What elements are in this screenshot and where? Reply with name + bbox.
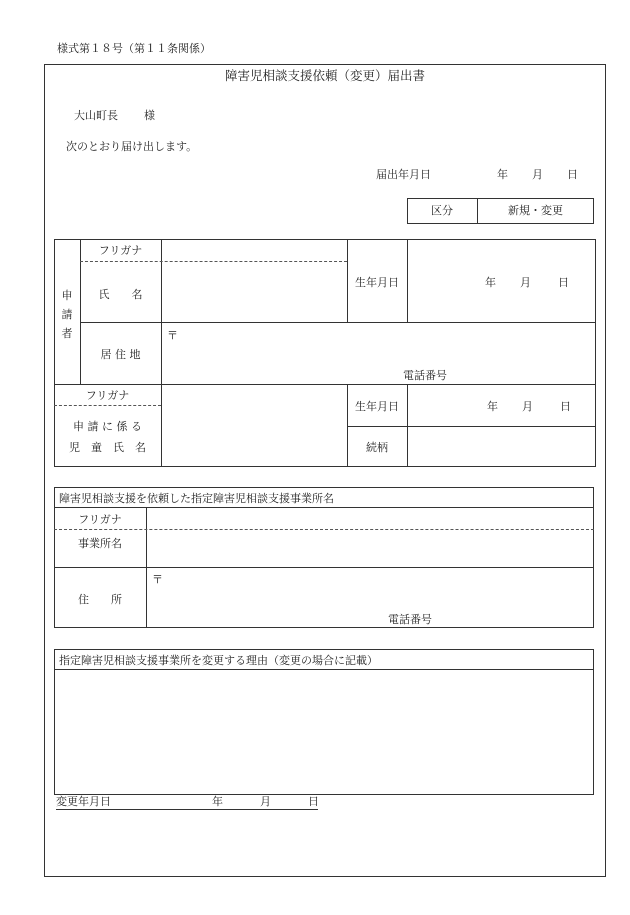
intro-text: 次のとおり届け出します。 bbox=[66, 140, 198, 153]
child-birth-year: 年 bbox=[487, 400, 498, 413]
provider-heading: 障害児相談支援を依頼した指定障害児相談支援事業所名 bbox=[59, 492, 334, 505]
submit-month-label: 月 bbox=[532, 168, 543, 181]
applicant-name-field[interactable] bbox=[163, 263, 346, 321]
addressee: 大山町長 bbox=[74, 109, 118, 122]
applicant-birth-month: 月 bbox=[520, 276, 531, 289]
provider-phone-label: 電話番号 bbox=[388, 613, 432, 626]
category-label: 区分 bbox=[431, 204, 453, 217]
applicant-address-field[interactable] bbox=[163, 324, 593, 382]
applicant-name-label: 氏 名 bbox=[98, 288, 143, 301]
change-date-underline bbox=[56, 809, 318, 810]
change-date-month: 月 bbox=[260, 795, 271, 808]
applicant-birth-year: 年 bbox=[485, 276, 496, 289]
provider-address-field[interactable] bbox=[148, 569, 592, 626]
applicant-address-label: 居 住 地 bbox=[100, 348, 141, 361]
child-birth-label: 生年月日 bbox=[355, 400, 399, 413]
form-number-label: 様式第１８号（第１１条関係） bbox=[57, 42, 211, 55]
applicant-furigana-label: フリガナ bbox=[98, 244, 143, 257]
provider-office-label: 事業所名 bbox=[78, 537, 122, 550]
change-date-year: 年 bbox=[212, 795, 223, 808]
submit-year-label: 年 bbox=[497, 168, 508, 181]
submit-date-label: 届出年月日 bbox=[376, 168, 431, 181]
child-name-label-2: 児 童 氏 名 bbox=[69, 441, 146, 454]
applicant-phone-label: 電話番号 bbox=[403, 369, 447, 382]
form-title: 障害児相談支援依頼（変更）届出書 bbox=[224, 68, 425, 83]
child-birth-day: 日 bbox=[560, 400, 571, 413]
change-date-day: 日 bbox=[308, 795, 319, 808]
submit-day-label: 日 bbox=[567, 168, 578, 181]
applicant-birth-day: 日 bbox=[558, 276, 569, 289]
child-birth-month: 月 bbox=[522, 400, 533, 413]
child-relation-label: 続柄 bbox=[366, 441, 388, 454]
change-date-label: 変更年月日 bbox=[56, 795, 111, 808]
applicant-side-label-2: 請 bbox=[61, 308, 73, 321]
applicant-side-label-1: 申 bbox=[61, 289, 73, 302]
child-name-field[interactable] bbox=[163, 386, 346, 466]
child-furigana-label: フリガナ bbox=[85, 389, 130, 402]
reason-field[interactable] bbox=[56, 672, 592, 793]
provider-office-field[interactable] bbox=[148, 509, 592, 565]
provider-postal-mark: 〒 bbox=[152, 573, 163, 586]
applicant-postal-mark: 〒 bbox=[167, 329, 178, 342]
applicant-furigana-field[interactable] bbox=[163, 241, 346, 260]
addressee-honorific: 様 bbox=[144, 109, 155, 122]
child-name-label-1: 申 請 に 係 る bbox=[73, 420, 142, 433]
child-relation-field[interactable] bbox=[409, 428, 594, 465]
provider-address-label: 住 所 bbox=[78, 593, 122, 606]
applicant-birth-label: 生年月日 bbox=[355, 276, 399, 289]
applicant-side-label-3: 者 bbox=[61, 327, 73, 340]
provider-furigana-label: フリガナ bbox=[78, 513, 122, 526]
category-value[interactable]: 新規・変更 bbox=[508, 204, 563, 217]
reason-heading: 指定障害児相談支援事業所を変更する理由（変更の場合に記載） bbox=[59, 654, 378, 667]
